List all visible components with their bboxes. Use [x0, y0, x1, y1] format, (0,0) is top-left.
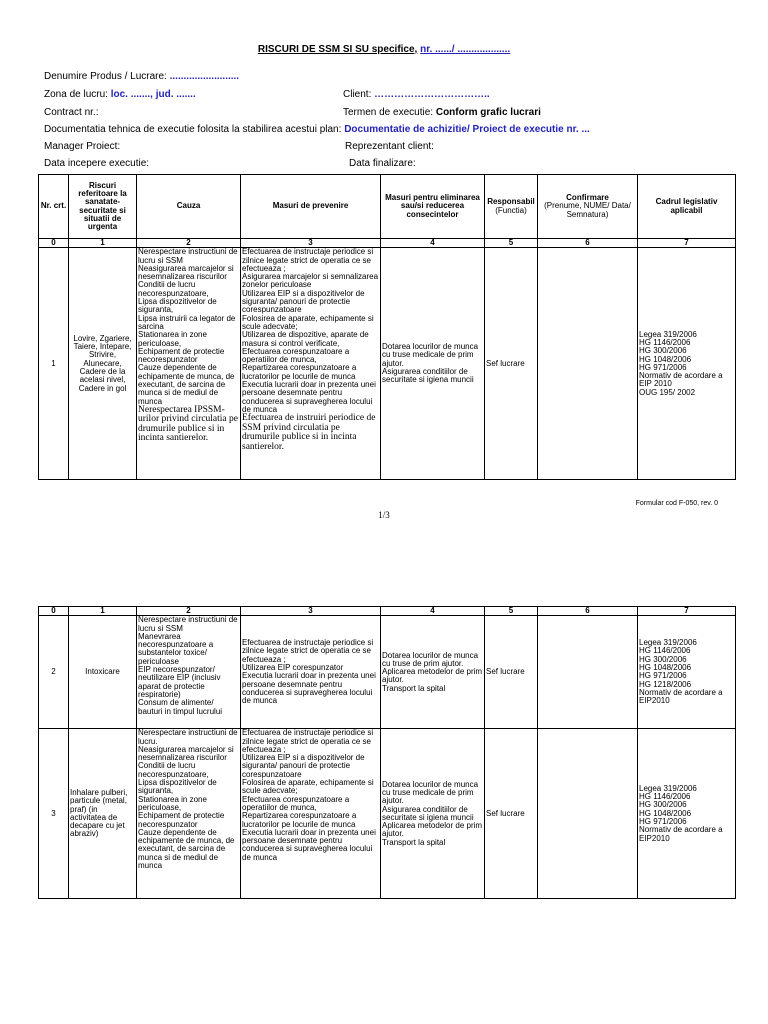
law-item: Legea 319/2006: [639, 783, 697, 793]
document-title: [0, 44, 768, 55]
mitigation-item: Dotarea locurilor de munca cu truse medicale de prim ajutor.: [382, 342, 479, 368]
documentatie-label: Documentatia tehnica de executie folosita la stabilirea acestui plan:: [44, 124, 342, 135]
cause-item: Neasigurarea marcajelor si nesemnalizarea riscurilor: [138, 263, 234, 282]
law-item: HG 1218/2006: [639, 679, 692, 689]
law-item: HG 300/2006: [639, 654, 687, 664]
mitigation-item: Aplicarea metodelor de prim ajutor.: [382, 821, 483, 839]
col-num-1: 1: [69, 607, 137, 616]
law-item: HG 971/2006: [639, 816, 687, 826]
row-1-eliminare: [381, 248, 485, 480]
row-2-cadru: [638, 616, 736, 729]
measure-item: Executia lucrarii doar in prezenta unei persoane desemnate pentru conducerea si supravegherea locului de munca: [242, 827, 376, 862]
law-item: Legea 319/2006: [639, 638, 697, 648]
title-main: RISCURI DE SSM SI SU specifice,: [257, 44, 418, 55]
row-3-risc: Inhalare pulberi, particule (metal, praf) (in activitatea de decapare cu jet abraziv): [69, 729, 137, 899]
cause-item: Neasigurarea marcajelor si nesemnalizarea riscurilor: [138, 744, 234, 763]
row-2-masuri: [241, 616, 381, 729]
termen-label: Termen de executie:: [343, 107, 434, 118]
row-3-confirmare: [538, 729, 638, 899]
col-num-4: 4: [381, 239, 485, 248]
table-row: [39, 729, 736, 899]
header-eliminare: Masuri pentru eliminarea sau/si reducerea consecintelor: [381, 175, 485, 239]
manager-line: [44, 141, 120, 152]
zona-value: loc. ......., jud. .......: [110, 89, 196, 100]
law-item: HG 971/2006: [639, 362, 687, 372]
measure-item: Efectuarea de instructaje periodice si zilnice legate strict de operatia ce se efectueaza ;: [242, 638, 374, 664]
cause-item: EIP necorespunzator/ neutilizare EIP (inclusiv aparat de protectie respiratorie): [138, 665, 221, 699]
form-code: Formular cod F-050, rev. 0: [635, 500, 718, 507]
col-num-0: 0: [39, 239, 69, 248]
cause-item-serif: Nerespectarea IPSSM-urilor privind circulatia pe drumurile publice si in incinta santierelor.: [138, 404, 238, 444]
measure-item-serif: Efectuarea de instruiri periodice de SSM privind circulatia pe drumurile publice si in incinta santierelor.: [242, 413, 376, 452]
law-item: HG 1146/2006: [639, 646, 691, 656]
measure-item: Folosirea de aparate, echipamente si scule adecvate;: [242, 313, 374, 331]
law-item: OUG 195/ 2002: [639, 387, 696, 397]
header-responsabil: [485, 175, 538, 239]
measure-item: Executia lucrarii doar in prezenta unei persoane desemnate pentru conducerea si supravegherea locului de munca: [242, 380, 376, 414]
law-item: HG 1048/2006: [639, 808, 692, 818]
law-item: HG 1146/2006: [639, 337, 691, 347]
col-num-6: 6: [538, 607, 638, 616]
mitigation-item: Transport la spital: [382, 837, 446, 847]
cause-item: Stationarea in zone periculoase,: [138, 330, 207, 348]
row-2-responsabil: Sef lucrare: [485, 616, 538, 729]
row-2-confirmare: [538, 616, 638, 729]
cause-item: Conditii de lucru necorespunzatoare,: [138, 280, 209, 298]
risk-table-page-2: [38, 606, 736, 899]
cause-item: Nerespectare instructiuni de lucru si SSM: [138, 247, 238, 265]
law-item: HG 300/2006: [639, 346, 687, 356]
measure-item: Asigurarea marcajelor si semnalizarea zonelor periculoase: [242, 272, 379, 290]
col-num-6: 6: [538, 239, 638, 248]
col-num-5: 5: [485, 239, 538, 248]
documentatie-value: Documentatie de achizitie/ Proiect de executie nr. ...: [344, 124, 590, 135]
denumire-value: .........................: [169, 71, 240, 82]
header-confirmare-sub: (Prenume, NUME/ Data/ Semnatura): [544, 201, 631, 219]
col-num-3: 3: [241, 239, 381, 248]
row-3-eliminare: [381, 729, 485, 899]
row-2-risc: Intoxicare: [69, 616, 137, 729]
manager-label: Manager Proiect:: [44, 141, 121, 152]
col-num-5: 5: [485, 607, 538, 616]
mitigation-item: Dotarea locurilor de munca cu truse medicale de prim ajutor.: [382, 779, 479, 806]
col-num-2: 2: [137, 239, 241, 248]
measure-item: Utilizarea de dispozitive, aparate de masura si control verificate,: [242, 330, 369, 348]
reprezentant-label: Reprezentant client:: [345, 141, 434, 152]
col-num-0: 0: [39, 607, 69, 616]
cause-item: Lipsa instruirii ca legator de sarcina: [138, 313, 236, 331]
measure-item: Efectuarea corespunzatoare a operatiilor de munca,: [242, 794, 350, 812]
mitigation-item: Aplicarea metodelor de prim ajutor.: [382, 667, 483, 685]
cause-item: Stationarea in zone periculoase,: [138, 794, 207, 812]
col-num-4: 4: [381, 607, 485, 616]
row-1-nr: 1: [39, 248, 69, 480]
measure-item: Efectuarea corespunzatoare a operatiilor de munca,: [242, 346, 350, 365]
cause-item: Nerespectare instructiuni de lucru si SSM: [138, 615, 238, 633]
contract-label: Contract nr.:: [44, 107, 99, 118]
measure-item: Executia lucrarii doar in prezenta unei persoane desemnate pentru conducerea si supravegherea locului de munca: [242, 671, 376, 706]
row-2-cauza: [137, 616, 241, 729]
cause-item: Consum de alimente/ bauturi in timpul lucrului: [138, 698, 223, 716]
header-confirmare: [538, 175, 638, 239]
data-finalizare-line: [349, 158, 416, 169]
mitigation-item: Asigurarea conditiilor de securitate si igiena muncii: [382, 804, 474, 822]
client-value: ……………………………..: [374, 89, 490, 100]
measure-item: Efectuarea de instructaje periodice si zilnice legate strict de operatia ce se efectueaza ;: [242, 728, 374, 754]
termen-value: Conform grafic lucrari: [435, 107, 541, 118]
cause-item: Manevrarea necorespunzatoare a substantelor toxice/ periculoase: [138, 631, 214, 666]
law-item: Normativ de acordare a EIP 2010: [639, 371, 723, 389]
row-1-confirmare: [538, 248, 638, 480]
reprezentant-line: [345, 141, 434, 152]
row-3-nr: 3: [39, 729, 69, 899]
denumire-line: [44, 71, 239, 82]
row-1-cauza: [137, 248, 241, 480]
row-1-responsabil: Sef lucrare: [485, 248, 538, 480]
row-1-cadru: [638, 248, 736, 480]
law-item: Normativ de acordare a EIP2010: [639, 825, 723, 843]
law-item: Legea 319/2006: [639, 329, 697, 339]
cause-item: Cauze dependente de echipamente de munca, de executant, de sarcina de munca si de mediul de munca: [138, 363, 235, 406]
col-num-2: 2: [137, 607, 241, 616]
row-3-responsabil: Sef lucrare: [485, 729, 538, 899]
cause-item: Lipsa dispozitivelor de siguranta,: [138, 297, 217, 315]
client-line: [343, 89, 490, 100]
measure-item: Utilizarea EIP si a dispozitivelor de siguranta/ panouri de protectie corespunzatoare: [242, 288, 365, 315]
measure-item: Utilizarea EIP corespunzator: [242, 663, 344, 672]
measure-item: Folosirea de aparate, echipamente si scule adecvate;: [242, 778, 374, 796]
header-riscuri: Riscuri referitoare la sanatate-securitate si situatii de urgenta: [69, 175, 137, 239]
cause-item: Conditii de lucru necorespunzatoare,: [138, 761, 209, 779]
zona-label: Zona de lucru:: [44, 89, 108, 100]
row-2-nr: 2: [39, 616, 69, 729]
row-1-risc: Lovire, Zgariere, Taiere, Intepare, Strivire, Alunecare, Cadere de la acelasi nivel, Cadere in gol: [69, 248, 137, 480]
measure-item: Efectuarea de instructaje periodice si zilnice legate strict de operatia ce se efectueaza ;: [242, 247, 374, 273]
data-finalizare-label: Data finalizare:: [349, 158, 416, 169]
header-cadru: Cadrul legislativ aplicabil: [638, 175, 736, 239]
measure-item: Repartizarea corespunzatoare a lucratorilor pe locurile de munca: [242, 363, 357, 381]
row-3-cadru: [638, 729, 736, 899]
col-num-7: 7: [638, 607, 736, 616]
zona-line: [44, 89, 196, 100]
col-num-3: 3: [241, 607, 381, 616]
cause-item: Echipament de protectie necorespunzator: [138, 346, 225, 365]
documentatie-line: [44, 124, 590, 135]
law-item: HG 1048/2006: [639, 354, 692, 364]
measure-item: Repartizarea corespunzatoare a lucratorilor pe locurile de munca: [242, 811, 357, 829]
denumire-label: Denumire Produs / Lucrare:: [44, 71, 167, 82]
col-num-7: 7: [638, 239, 736, 248]
header-nr: Nr. crt.: [39, 175, 69, 239]
law-item: HG 971/2006: [639, 671, 687, 681]
mitigation-item: Dotarea locurilor de munca cu truse de prim ajutor.: [382, 650, 479, 668]
client-label: Client:: [343, 89, 372, 100]
row-3-cauza: [137, 729, 241, 899]
row-1-masuri: [241, 248, 381, 480]
col-num-1: 1: [69, 239, 137, 248]
mitigation-item: Transport la spital: [382, 683, 446, 693]
contract-line: [44, 107, 98, 118]
cause-item: Echipament de protectie necorespunzator: [138, 811, 225, 829]
cause-item: Lipsa dispozitivelor de siguranta,: [138, 778, 217, 796]
cause-item: Nerespectare instructiuni de lucru.: [138, 728, 238, 746]
law-item: HG 1146/2006: [639, 792, 691, 802]
law-item: HG 1048/2006: [639, 663, 692, 672]
law-item: HG 300/2006: [639, 800, 687, 810]
row-3-masuri: [241, 729, 381, 899]
header-row: [39, 175, 736, 239]
row-2-eliminare: [381, 616, 485, 729]
risk-table-page-1: [38, 174, 736, 480]
page-number: 1/3: [378, 510, 390, 520]
header-masuri: Masuri de prevenire: [241, 175, 381, 239]
cause-item: Cauze dependente de echipamente de munca, de executant, de sarcina de munca si de mediul de munca: [138, 827, 235, 871]
table-row: [39, 248, 736, 480]
header-responsabil-label: Responsabil: [487, 197, 535, 207]
header-confirmare-label: Confirmare: [566, 193, 609, 203]
title-number: nr. ....../ ...................: [420, 44, 511, 55]
law-item: Normativ de acordare a EIP2010: [639, 687, 723, 706]
data-incepere-label: Data incepere executie:: [44, 158, 150, 169]
termen-line: [343, 107, 541, 118]
table-row: [39, 616, 736, 729]
header-cauza: Cauza: [137, 175, 241, 239]
header-responsabil-sub: (Functia): [495, 205, 527, 215]
data-incepere-line: [44, 158, 149, 169]
measure-item: Utilizarea EIP si a dispozitivelor de siguranta/ panouri de protectie corespunzatoare: [242, 753, 365, 779]
mitigation-item: Asigurarea conditiilor de securitate si igiena muncii: [382, 366, 474, 385]
